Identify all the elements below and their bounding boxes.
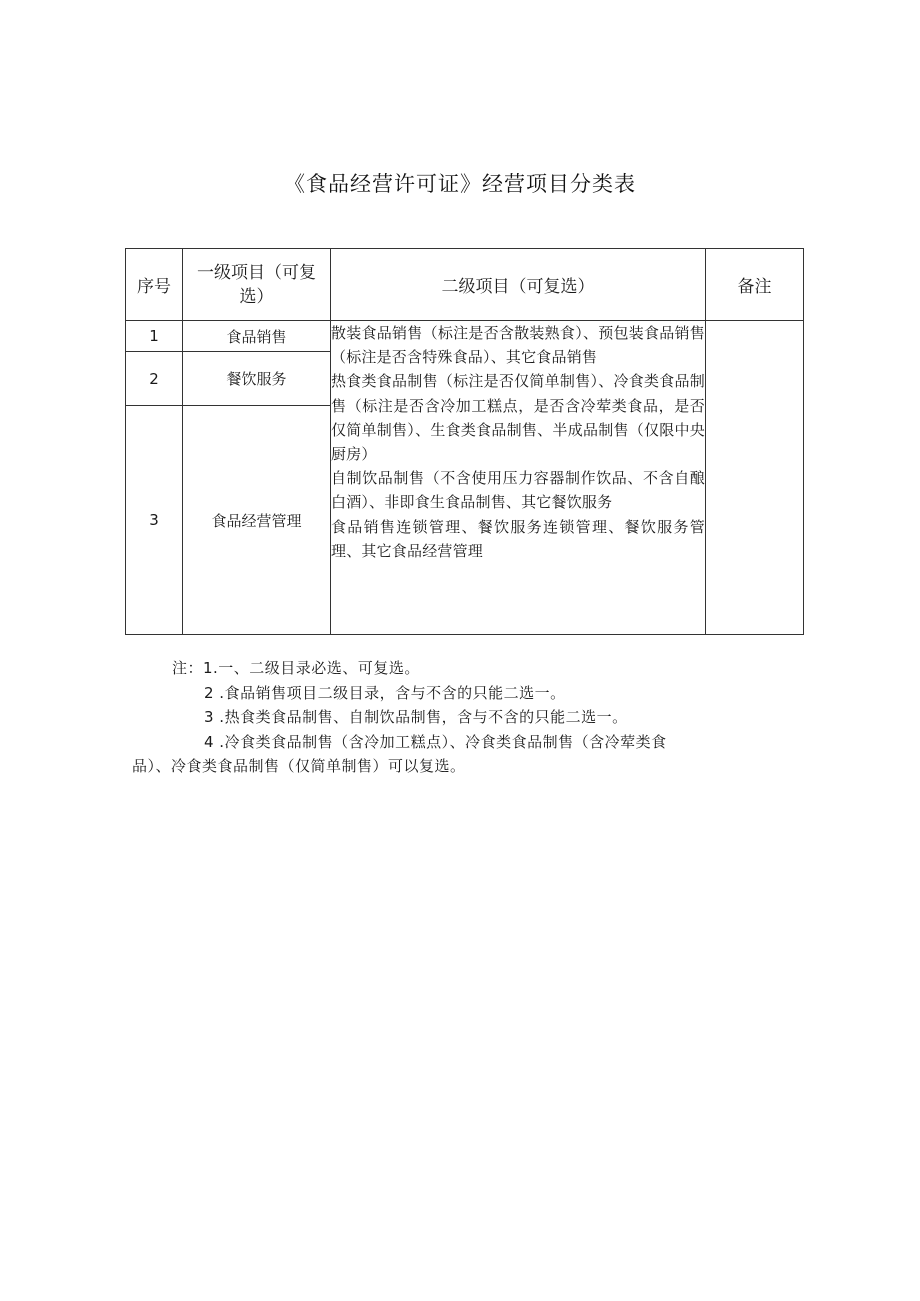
level2-item: 散装食品销售（标注是否含散装熟食）、预包装食品销售（标注是否含特殊食品）、其它食品销售 — [331, 324, 705, 367]
level2-item: 热食类食品制售（标注是否仅简单制售）、冷食类食品制售（标注是否含冷加工糕点，是否含冷荤类食品，是否仅简单制售）、生食类食品制售、半成品制售（仅限中央厨房） — [331, 372, 705, 464]
note-line: 品）、冷食类食品制售（仅简单制售）可以复选。 — [132, 757, 466, 775]
row-level1: 餐饮服务 — [183, 352, 331, 406]
row-level1: 食品销售 — [183, 321, 331, 352]
level2-item: 食品销售连锁管理、餐饮服务连锁管理、餐饮服务管理、其它食品经营管理 — [331, 517, 705, 560]
notes-block — [132, 656, 792, 779]
header-seq: 序号 — [126, 249, 183, 321]
remark-cell — [706, 321, 804, 635]
row-seq: 1 — [126, 321, 183, 352]
level2-cell — [331, 321, 706, 635]
row-level1: 食品经营管理 — [183, 406, 331, 635]
classification-table — [125, 248, 804, 635]
table-row — [126, 321, 804, 352]
note-line: 4 .冷食类食品制售（含冷加工糕点）、冷食类食品制售（含冷荤类食 — [204, 732, 667, 751]
header-level2: 二级项目（可复选） — [331, 249, 706, 321]
header-remark: 备注 — [706, 249, 804, 321]
header-level1: 一级项目（可复选） — [183, 249, 331, 321]
note-line: 注：1.一、二级目录必选、可复选。 — [172, 659, 420, 677]
row-seq: 3 — [126, 406, 183, 635]
header-row — [126, 249, 804, 321]
level2-item: 自制饮品制售（不含使用压力容器制作饮品、不含自酿白酒）、非即食生食品制售、其它餐饮服务 — [331, 469, 705, 512]
note-line: 3 .热食类食品制售、自制饮品制售，含与不含的只能二选一。 — [204, 708, 628, 726]
note-line: 2 .食品销售项目二级目录，含与不含的只能二选一。 — [204, 683, 566, 702]
page-title: 《食品经营许可证》经营项目分类表 — [284, 172, 636, 196]
row-seq: 2 — [126, 352, 183, 406]
